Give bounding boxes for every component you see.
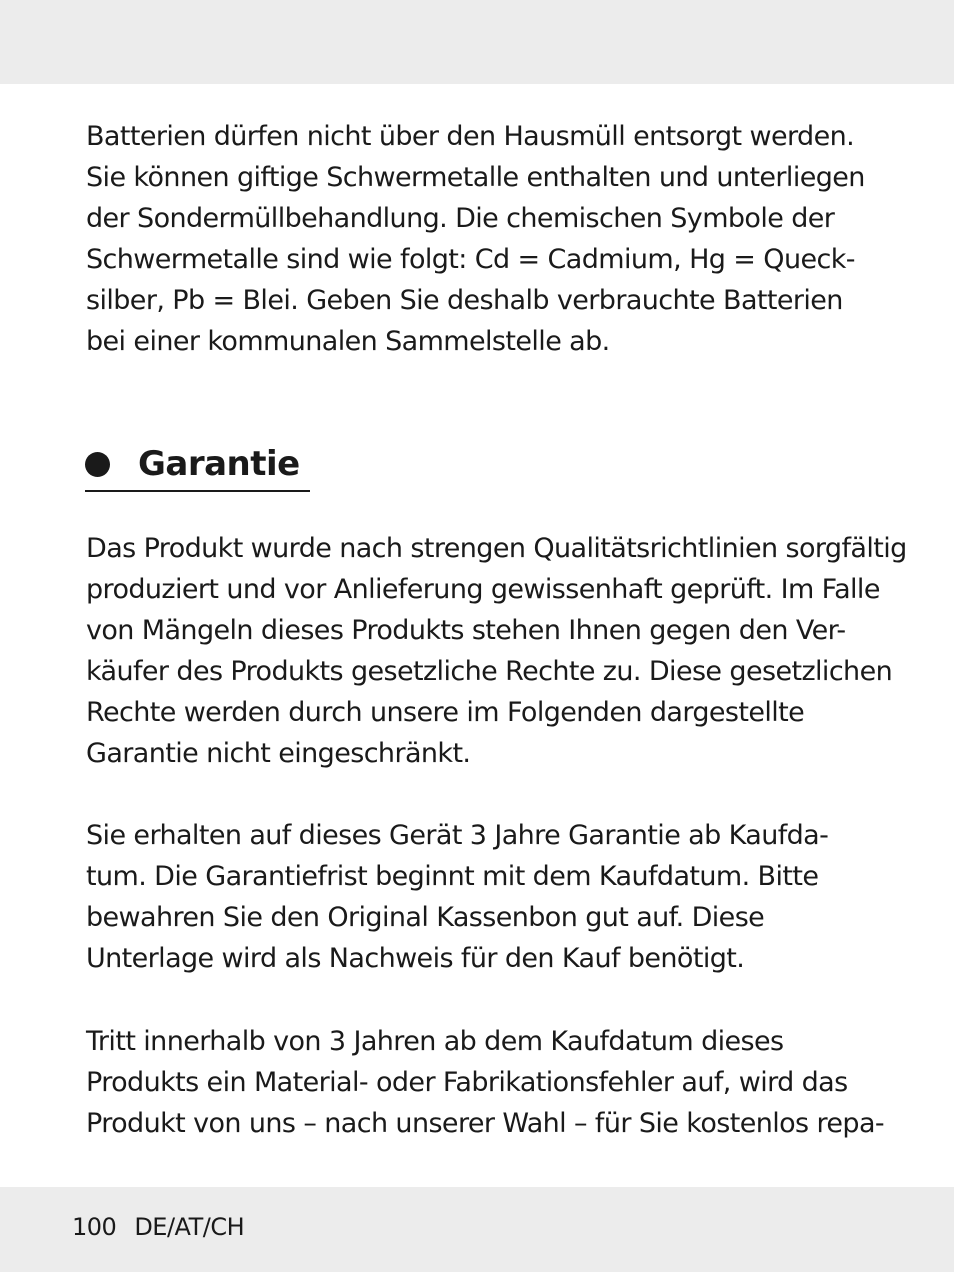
section-title: Garantie xyxy=(138,444,300,484)
top-margin-band xyxy=(0,0,954,84)
text-line: Produkts ein Material- oder Fabrikationsfehler auf, wird das xyxy=(86,1067,848,1098)
text-line: bei einer kommunalen Sammelstelle ab. xyxy=(86,326,610,357)
text-line: Unterlage wird als Nachweis für den Kauf benötigt. xyxy=(86,943,745,974)
text-line: Schwermetalle sind wie folgt: Cd = Cadmium, Hg = Queck- xyxy=(86,244,855,275)
text-line: der Sondermüllbehandlung. Die chemischen Symbole der xyxy=(86,203,835,234)
text-line: silber, Pb = Blei. Geben Sie deshalb verbrauchte Batterien xyxy=(86,285,843,316)
text-line: Tritt innerhalb von 3 Jahren ab dem Kaufdatum dieses xyxy=(86,1026,784,1057)
paragraph-warranty-intro xyxy=(86,528,907,774)
text-line: Das Produkt wurde nach strengen Qualitätsrichtlinien sorgfältig xyxy=(86,533,907,564)
paragraph-battery-disposal xyxy=(86,116,865,362)
text-line: Sie erhalten auf dieses Gerät 3 Jahre Garantie ab Kaufda- xyxy=(86,820,829,851)
text-line: Produkt von uns – nach unserer Wahl – für Sie kostenlos repa- xyxy=(86,1108,885,1139)
text-line: Garantie nicht eingeschränkt. xyxy=(86,738,471,769)
locale-label: DE/AT/CH xyxy=(134,1213,245,1241)
page-footer xyxy=(72,1211,244,1243)
text-line: Rechte werden durch unsere im Folgenden dargestellte xyxy=(86,697,805,728)
text-line: Sie können giftige Schwermetalle enthalten und unterliegen xyxy=(86,162,865,193)
text-line: produziert und vor Anlieferung gewissenhaft geprüft. Im Falle xyxy=(86,574,880,605)
text-line: Batterien dürfen nicht über den Hausmüll entsorgt werden. xyxy=(86,121,855,152)
bullet-dot-icon xyxy=(85,452,110,477)
page-number: 100 xyxy=(72,1213,117,1241)
section-heading-garantie xyxy=(85,442,310,492)
text-line: tum. Die Garantiefrist beginnt mit dem Kaufdatum. Bitte xyxy=(86,861,819,892)
paragraph-warranty-defects xyxy=(86,1021,884,1144)
paragraph-warranty-period xyxy=(86,815,828,979)
text-line: käufer des Produkts gesetzliche Rechte zu. Diese gesetzlichen xyxy=(86,656,893,687)
text-line: von Mängeln dieses Produkts stehen Ihnen gegen den Ver- xyxy=(86,615,846,646)
text-line: bewahren Sie den Original Kassenbon gut auf. Diese xyxy=(86,902,765,933)
